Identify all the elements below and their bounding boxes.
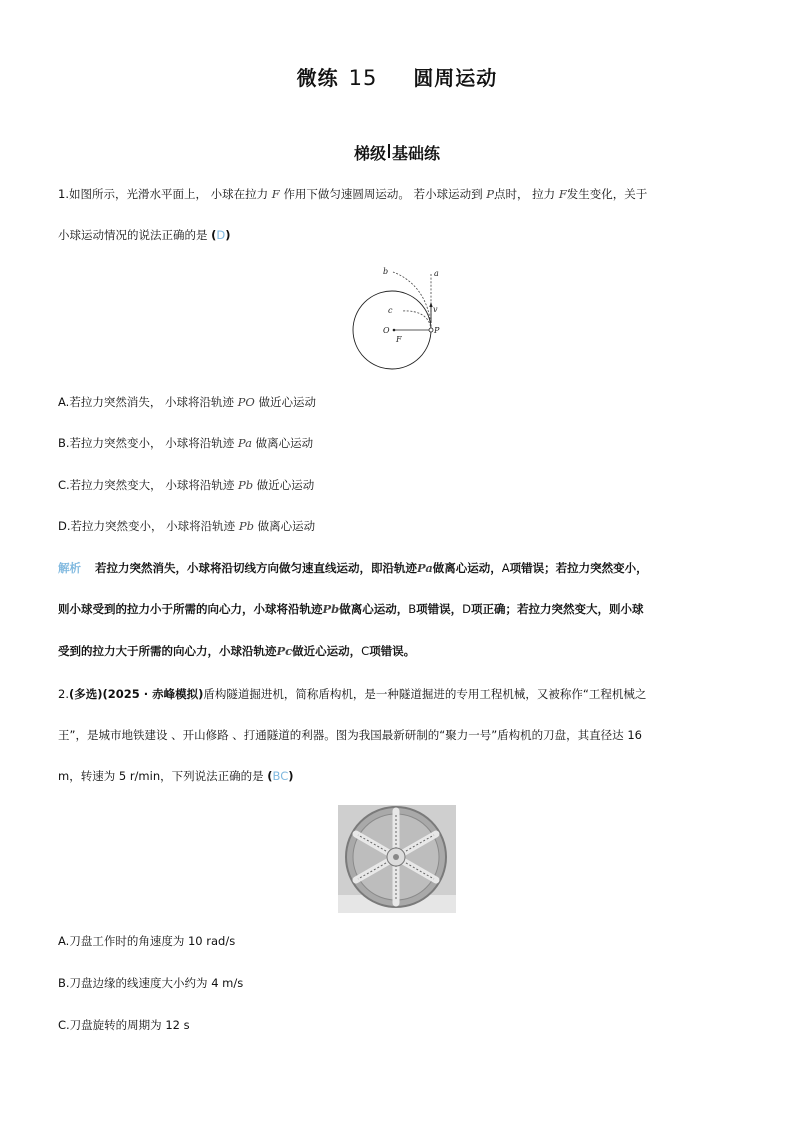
page-title — [0, 62, 794, 91]
label-f: F — [396, 335, 402, 344]
title-topic: 圆周运动 — [413, 66, 498, 90]
center-o-dot — [393, 329, 396, 332]
q1-var-f: F — [271, 187, 280, 201]
paren: ) — [225, 228, 231, 242]
subtitle-right: 基础练 — [392, 144, 441, 163]
q1-answer: D — [216, 228, 226, 242]
q2-stem-line2 — [58, 727, 642, 743]
q2-stem-text: m，转速为 5 r/min，下列说法正确的是 — [58, 769, 264, 783]
paren: ( — [211, 228, 217, 242]
analysis-text: 做离心运动， — [432, 561, 502, 575]
q1-option-c — [58, 477, 314, 493]
analysis-text: 项错误。 — [369, 644, 416, 658]
subtitle-left: 梯级 — [353, 144, 386, 163]
q2-number: 2. — [58, 687, 69, 701]
option-text: A.若拉力突然消失， 小球将沿轨迹 — [58, 395, 234, 409]
analysis-text: 若拉力突然消失，小球将沿切线方向做匀速直线运动，即沿轨迹 — [95, 561, 417, 575]
analysis-var: Pb — [322, 602, 340, 616]
option-text: 做离心运动 — [255, 436, 314, 450]
q1-stem-text: 点时， 拉力 — [494, 187, 556, 201]
option-var: Pb — [238, 478, 254, 492]
analysis-option: D — [462, 602, 471, 616]
q1-stem-text: 小球运动情况的说法正确的是 — [58, 228, 208, 242]
option-text: B.刀盘边缘的线速度大小约为 4 m/s — [58, 976, 244, 990]
analysis-text: 做离心运动， — [339, 602, 409, 616]
analysis-text: 项错误；若拉力突然变小， — [509, 561, 648, 575]
analysis-var: Pa — [417, 561, 433, 575]
analysis-text: 受到的拉力大于所需的向心力，小球沿轨迹 — [58, 644, 277, 658]
circular-motion-figure — [350, 265, 450, 371]
label-b: b — [383, 267, 389, 276]
option-text: 做离心运动 — [257, 519, 316, 533]
label-c: c — [388, 306, 393, 315]
q2-stem-text: 盾构隧道掘进机，简称盾构机，是一种隧道掘进的专用工程机械，又被称作“工程机械之 — [203, 687, 647, 701]
trajectory-c — [402, 311, 431, 330]
q1-stem-line2 — [58, 227, 231, 243]
q1-option-b — [58, 435, 313, 451]
ball-p — [429, 328, 433, 332]
q1-stem-line1 — [58, 186, 647, 202]
analysis-text: 项正确；若拉力突然变大，则小球 — [470, 602, 644, 616]
q1-var-f: F — [558, 187, 567, 201]
q1-option-a — [58, 394, 316, 410]
analysis-text: 做近心运动， — [292, 644, 362, 658]
q1-stem-text: 发生变化，关于 — [566, 187, 648, 201]
option-text: 做近心运动 — [258, 395, 316, 409]
q2-option-a — [58, 933, 235, 949]
q1-option-d — [58, 518, 315, 534]
option-text: C.刀盘旋转的周期为 12 s — [58, 1018, 190, 1032]
analysis-text: 则小球受到的拉力小于所需的向心力，小球将沿轨迹 — [58, 602, 323, 616]
q1-var-p: P — [486, 187, 494, 201]
analysis-option: A — [501, 561, 510, 575]
analysis-label: 解析 — [58, 561, 81, 575]
q2-source: (多选)(2025 · 赤峰模拟) — [68, 687, 204, 701]
label-p: P — [434, 326, 440, 335]
section-subtitle — [0, 141, 794, 164]
q1-analysis-line2 — [58, 601, 643, 617]
option-var: Pa — [237, 436, 252, 450]
q1-stem-text: 作用下做匀速圆周运动。 若小球运动到 — [283, 187, 483, 201]
analysis-option: B — [408, 602, 417, 616]
trajectory-b — [393, 272, 431, 330]
q1-analysis-line1 — [58, 560, 648, 576]
q2-stem-text: 王”，是城市地铁建设 、开山修路 、打通隧道的利器。图为我国最新研制的“聚力一号”盾构机的刀盘，其直径达 16 — [58, 728, 642, 742]
subtitle-divider — [388, 144, 390, 158]
label-o: O — [383, 326, 390, 335]
paren: ( — [267, 769, 273, 783]
q2-stem-line1 — [58, 686, 646, 702]
q1-stem-text: 1.如图所示，光滑水平面上， 小球在拉力 — [58, 187, 269, 201]
option-var: Pb — [238, 519, 254, 533]
q2-stem-line3 — [58, 768, 294, 784]
cutterhead-photo — [338, 805, 456, 913]
q2-answer: BC — [272, 769, 289, 783]
option-text: A.刀盘工作时的角速度为 10 rad/s — [58, 934, 236, 948]
hub-center — [393, 854, 399, 860]
label-v: v — [433, 305, 438, 314]
q2-option-b — [58, 975, 243, 991]
label-a: a — [434, 269, 439, 278]
option-text: B.若拉力突然变小， 小球将沿轨迹 — [58, 436, 235, 450]
paren: ) — [288, 769, 294, 783]
q1-analysis-line3 — [58, 643, 415, 659]
title-number: 15 — [348, 66, 378, 90]
analysis-option: C — [361, 644, 370, 658]
q2-option-c — [58, 1017, 190, 1033]
option-text: 做近心运动 — [256, 478, 315, 492]
option-text: D.若拉力突然变小， 小球将沿轨迹 — [58, 519, 236, 533]
title-prefix: 微练 — [296, 66, 339, 90]
analysis-text: 项错误， — [416, 602, 463, 616]
analysis-var: Pc — [276, 644, 293, 658]
option-text: C.若拉力突然变大， 小球将沿轨迹 — [58, 478, 235, 492]
option-var: PO — [237, 395, 255, 409]
